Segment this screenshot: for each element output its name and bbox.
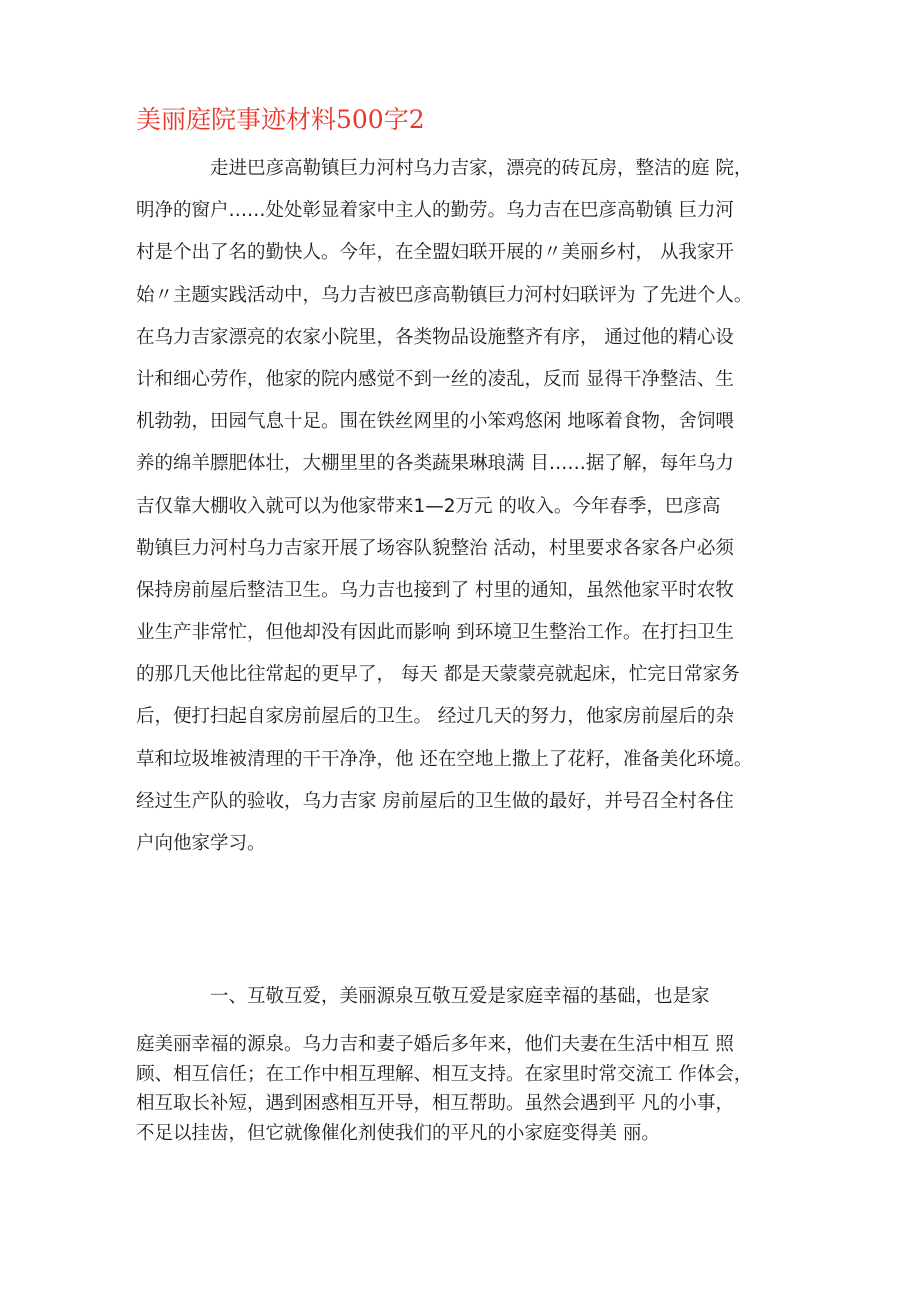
paragraph-line: 村是个出了名的勤快人。今年，在全盟妇联开展的〃美丽乡村， 从我家开 xyxy=(136,242,734,264)
paragraph-line: 后，便打扫起自家房前屋后的卫生。 经过几天的努力，他家房前屋后的杂 xyxy=(136,706,734,728)
section-heading: 一、互敬互爱，美丽源泉互敬互爱是家庭幸福的基础，也是家 xyxy=(210,986,710,1007)
paragraph-1 xyxy=(136,148,796,865)
paragraph-2 xyxy=(136,1030,796,1148)
paragraph-line: 计和细心劳作，他家的院内感觉不到一丝的凌乱，反而 显得干净整洁、生 xyxy=(136,368,734,390)
paragraph-line: 庭美丽幸福的源泉。乌力吉和妻子婚后多年来，他们夫妻在生活中相互 照 xyxy=(136,1034,734,1055)
paragraph-line: 勒镇巨力河村乌力吉家开展了场容队貌整治 活动，村里要求各家各户必须 xyxy=(136,537,734,559)
paragraph-line: 在乌力吉家漂亮的农家小院里，各类物品设施整齐有序， 通过他的精心设 xyxy=(136,326,734,348)
paragraph-line: 走进巴彦高勒镇巨力河村乌力吉家，漂亮的砖瓦房，整洁的庭 院， xyxy=(210,158,753,179)
paragraph-line: 吉仅靠大棚收入就可以为他家带来1—2万元 的收入。今年春季，巴彦高 xyxy=(136,495,721,517)
paragraph-line: 顾、相互信任；在工作中相互理解、相互支持。在家里时常交流工 作体会， xyxy=(136,1063,753,1085)
paragraph-line: 经过生产队的验收，乌力吉家 房前屋后的卫生做的最好，并号召全村各住 xyxy=(136,790,734,812)
paragraph-line: 户向他家学习。 xyxy=(136,833,266,854)
paragraph-line: 明净的窗户……处处彰显着家中主人的勤劳。乌力吉在巴彦高勒镇 巨力河 xyxy=(136,200,734,222)
document-title: 美丽庭院事迹材料500字2 xyxy=(136,105,425,134)
paragraph-line: 养的绵羊膘肥体壮，大棚里里的各类蔬果琳琅满 目……据了解，每年乌力 xyxy=(136,453,734,475)
paragraph-line: 草和垃圾堆被清理的干干净净，他 还在空地上撒上了花籽，准备美化环境。 xyxy=(136,748,753,770)
paragraph-line: 始〃主题实践活动中，乌力吉被巴彦高勒镇巨力河村妇联评为 了先进个人。 xyxy=(136,284,753,306)
paragraph-line: 相互取长补短，遇到困惑相互开导，相互帮助。虽然会遇到平 凡的小事， xyxy=(136,1093,734,1114)
paragraph-line: 业生产非常忙，但他却没有因此而影响 到环境卫生整治工作。在打扫卫生 xyxy=(136,622,734,644)
paragraph-line: 不足以挂齿，但它就像催化剂使我们的平凡的小家庭变得美 丽。 xyxy=(136,1122,660,1144)
paragraph-line: 机勃勃，田园气息十足。围在铁丝网里的小笨鸡悠闲 地啄着食物，舍饲喂 xyxy=(136,411,734,433)
paragraph-line: 的那几天他比往常起的更早了， 每天 都是天蒙蒙亮就起床，忙完日常家务 xyxy=(136,664,740,686)
paragraph-line: 保持房前屋后整洁卫生。乌力吉也接到了 村里的通知，虽然他家平时农牧 xyxy=(136,579,734,601)
